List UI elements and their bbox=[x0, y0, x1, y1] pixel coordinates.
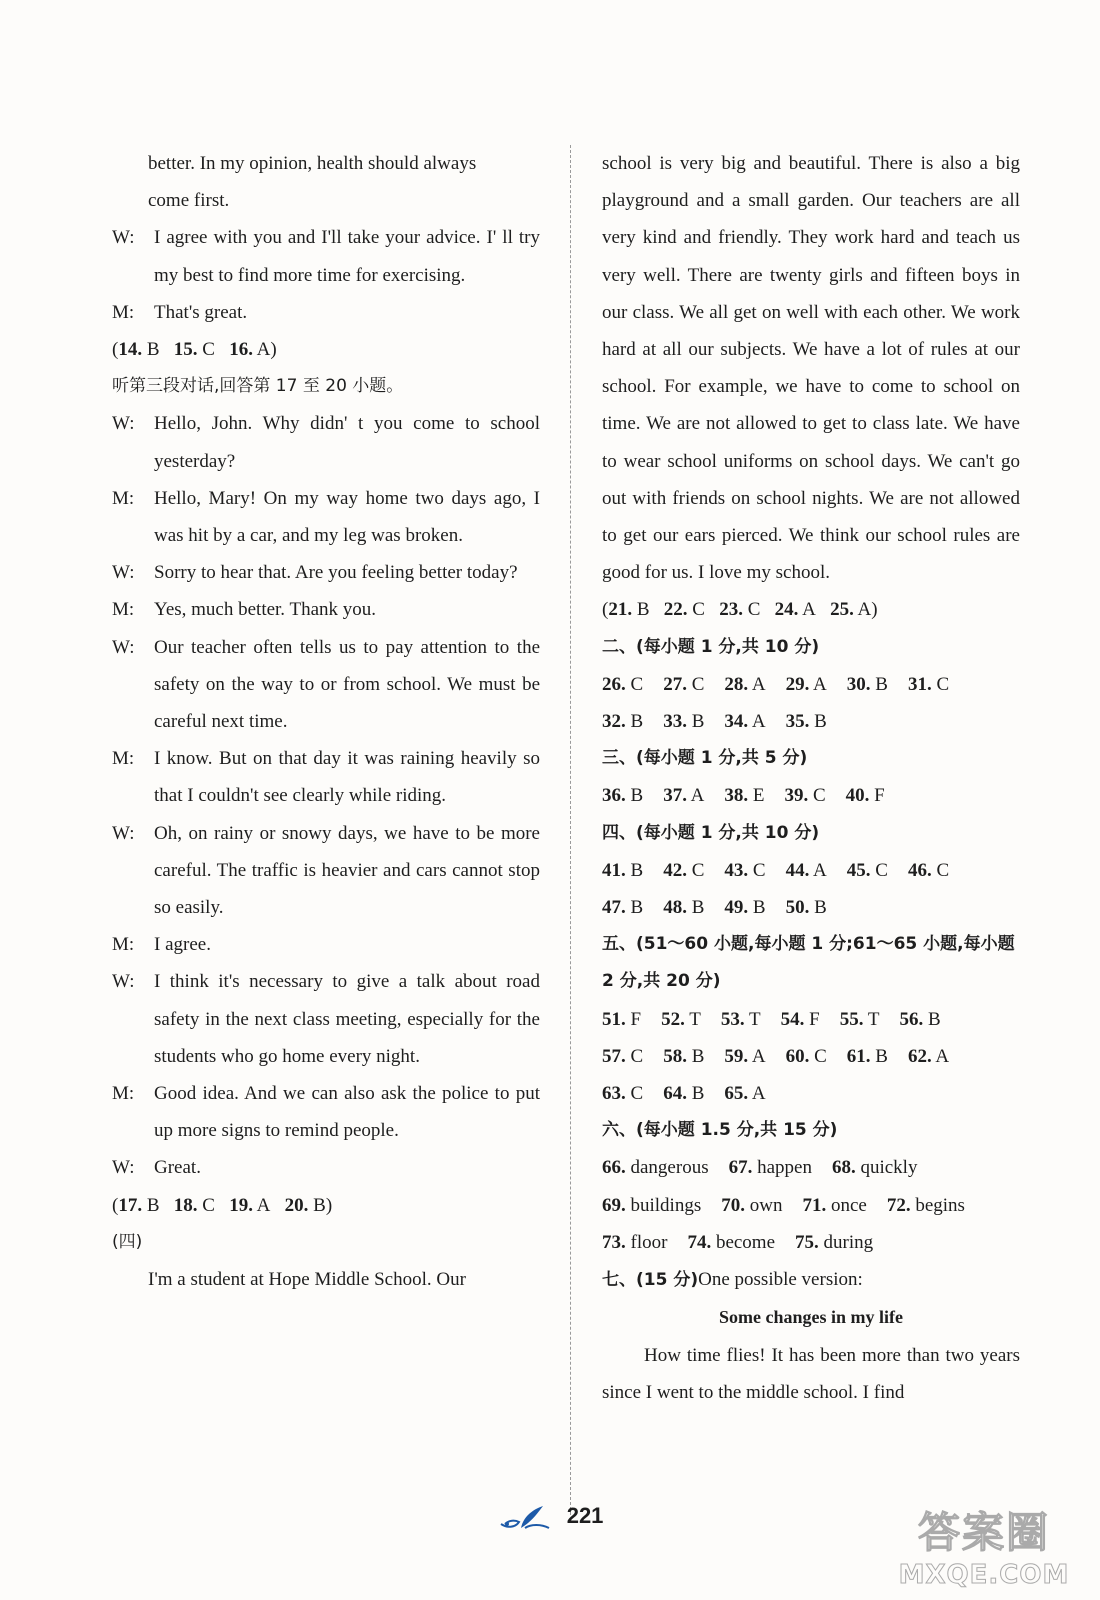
answer-item: 54. F bbox=[780, 1008, 820, 1030]
section-heading-4: 四、(每小题 1 分,共 10 分) bbox=[602, 822, 820, 843]
answer-item: 26. C bbox=[602, 673, 644, 695]
left-column bbox=[112, 145, 540, 1298]
answer-item: 51. F bbox=[602, 1008, 642, 1030]
answer-item: 49. B bbox=[724, 897, 766, 919]
answer-row bbox=[602, 1038, 1020, 1075]
answer-row bbox=[602, 1001, 1020, 1038]
answer-row bbox=[602, 1187, 1020, 1224]
essay-title: Some changes in my life bbox=[719, 1307, 903, 1328]
column-divider bbox=[570, 145, 571, 1515]
answer-item: 63. C bbox=[602, 1083, 644, 1105]
answer-item: 37. A bbox=[663, 785, 705, 807]
answer-item: 55. T bbox=[839, 1008, 880, 1030]
part-label: (四) bbox=[112, 1231, 143, 1252]
answer-item: 68. quickly bbox=[831, 1157, 918, 1179]
answer-item: 75. during bbox=[795, 1231, 874, 1253]
answer-item: 56. B bbox=[899, 1008, 941, 1030]
section-heading-7: 七、(15 分)One possible version: bbox=[602, 1269, 863, 1291]
dialogue-line: M: I agree. bbox=[112, 934, 211, 956]
answer-item: 48. B bbox=[663, 897, 705, 919]
answer-row bbox=[602, 852, 1020, 889]
answer-item: 59. A bbox=[724, 1045, 766, 1067]
answer-item: 50. B bbox=[785, 897, 827, 919]
section-heading-2: 二、(每小题 1 分,共 10 分) bbox=[602, 636, 820, 657]
answer-item: 60. C bbox=[785, 1045, 827, 1067]
dialogue-line: W: Our teacher often tells us to pay attention to the safety on the way to or from school. We must be careful next time. bbox=[112, 636, 540, 733]
answer-item: 46. C bbox=[907, 859, 950, 881]
passage-start: I'm a student at Hope Middle School. Our bbox=[148, 1269, 466, 1291]
answer-item: 71. once bbox=[802, 1194, 867, 1216]
answer-item: 38. E bbox=[724, 785, 765, 807]
answer-row bbox=[602, 777, 1020, 814]
answer-item: 45. C bbox=[846, 859, 888, 881]
section-heading-3: 三、(每小题 1 分,共 5 分) bbox=[602, 748, 808, 769]
section-heading-5: 五、(51～60 小题,每小题 1 分;61～65 小题,每小题 bbox=[602, 934, 1015, 955]
dialogue-line: M: That's great. bbox=[112, 301, 248, 323]
answer-item: 58. B bbox=[663, 1045, 705, 1067]
answer-item: 40. F bbox=[845, 785, 885, 807]
dialogue-line: W: I think it's necessary to give a talk about road safety in the next class meeting, especially for the students who go home every night. bbox=[112, 971, 540, 1067]
text-line: come first. bbox=[148, 190, 230, 212]
answer-item: 61. B bbox=[846, 1045, 888, 1067]
answer-item: 36. B bbox=[602, 785, 644, 807]
answer-item: 52. T bbox=[661, 1008, 701, 1030]
answer-item: 34. A bbox=[724, 711, 766, 733]
answer-item: 41. B bbox=[602, 859, 644, 881]
watermark-text-en: MXQE.COM bbox=[898, 1560, 1070, 1590]
dialogue-line: M: Yes, much better. Thank you. bbox=[112, 599, 377, 621]
answer-item: 33. B bbox=[663, 711, 705, 733]
dialogue-line: M: I know. But on that day it was raining heavily so that I couldn't see clearly while riding. bbox=[112, 748, 540, 807]
dialogue-line: W: I agree with you and I'll take your advice. I' ll try my best to find more time for exercising. bbox=[112, 227, 540, 286]
dialogue-line: W: Oh, on rainy or snowy days, we have to be more careful. The traffic is heavier and cars cannot stop so easily. bbox=[112, 822, 540, 919]
answer-item: 35. B bbox=[785, 711, 827, 733]
passage-text: school is very big and beautiful. There is also a big playground and a small garden. Our teachers are all very kind and friendly. They work hard and teach us very well. There are twenty girls and fifteen boys in our class. We all get on well with each other. We work hard at all our subjects. We have a lot of rules at our school. For example, we have to come to school on time. We are not allowed to get to class late. We have to wear school uniforms on school days. We can't go out with friends on school nights. We are not allowed to get our ears pierced. We think our school rules are good for us. I love my school. bbox=[602, 153, 1020, 584]
text-line: better. In my opinion, health should always bbox=[148, 153, 477, 174]
answer-item: 47. B bbox=[602, 897, 644, 919]
answer-item: 32. B bbox=[602, 711, 644, 733]
leaf-ornament-icon bbox=[497, 1502, 553, 1532]
answer-item: 28. A bbox=[724, 673, 766, 695]
answer-item: 43. C bbox=[724, 859, 766, 881]
answer-item: 53. T bbox=[720, 1008, 761, 1030]
answer-item: 65. A bbox=[724, 1083, 766, 1105]
dialogue-line: W: Hello, John. Why didn' t you come to school yesterday? bbox=[112, 413, 540, 472]
answer-item: 30. B bbox=[846, 673, 888, 695]
answer-item: 29. A bbox=[785, 673, 827, 695]
answer-item: 64. B bbox=[663, 1083, 705, 1105]
answer-item: 44. A bbox=[785, 859, 827, 881]
answer-key-14-16: (14. B 15. C 16. A) bbox=[112, 339, 277, 361]
section-heading-5-cont: 2 分,共 20 分) bbox=[602, 971, 721, 992]
answer-item: 57. C bbox=[602, 1045, 644, 1067]
answer-item: 39. C bbox=[784, 785, 826, 807]
answer-item: 66. dangerous bbox=[602, 1157, 709, 1179]
watermark-logo bbox=[884, 1500, 1084, 1596]
answer-item: 31. C bbox=[907, 673, 950, 695]
dialogue-line: W: Sorry to hear that. Are you feeling better today? bbox=[112, 562, 518, 584]
answer-item: 72. begins bbox=[886, 1194, 965, 1216]
answer-item: 67. happen bbox=[728, 1157, 812, 1179]
answer-key-17-20: (17. B 18. C 19. A 20. B) bbox=[112, 1194, 333, 1216]
answer-row bbox=[602, 703, 1020, 740]
right-column bbox=[602, 145, 1020, 1411]
dialogue-line: W: Great. bbox=[112, 1157, 201, 1179]
essay-start: How time flies! It has been more than two years since I went to the middle school. I find bbox=[602, 1344, 1020, 1403]
answer-item: 27. C bbox=[663, 673, 705, 695]
dialogue-line: M: Good idea. And we can also ask the police to put up more signs to remind people. bbox=[112, 1083, 540, 1142]
answer-row bbox=[602, 666, 1020, 703]
section-heading-6: 六、(每小题 1.5 分,共 15 分) bbox=[602, 1120, 838, 1141]
answer-item: 74. become bbox=[687, 1231, 776, 1253]
answer-item: 70. own bbox=[721, 1194, 783, 1216]
answer-item: 62. A bbox=[907, 1045, 950, 1067]
answer-item: 42. C bbox=[663, 859, 705, 881]
answer-item: 73. floor bbox=[602, 1231, 668, 1253]
answer-row bbox=[602, 1075, 1020, 1112]
dialogue-line: M: Hello, Mary! On my way home two days ago, I was hit by a car, and my leg was broken. bbox=[112, 487, 540, 547]
section-heading: 听第三段对话,回答第 17 至 20 小题。 bbox=[112, 376, 404, 397]
watermark-text-cn: 答案圈 bbox=[917, 1508, 1050, 1557]
answer-row bbox=[602, 889, 1020, 926]
answer-row bbox=[602, 1149, 1020, 1186]
answer-row bbox=[602, 1224, 1020, 1261]
answer-key-21-25: (21. B 22. C 23. C 24. A 25. A) bbox=[602, 599, 878, 621]
page-number: 221 bbox=[566, 1502, 604, 1528]
answer-item: 69. buildings bbox=[602, 1194, 702, 1216]
